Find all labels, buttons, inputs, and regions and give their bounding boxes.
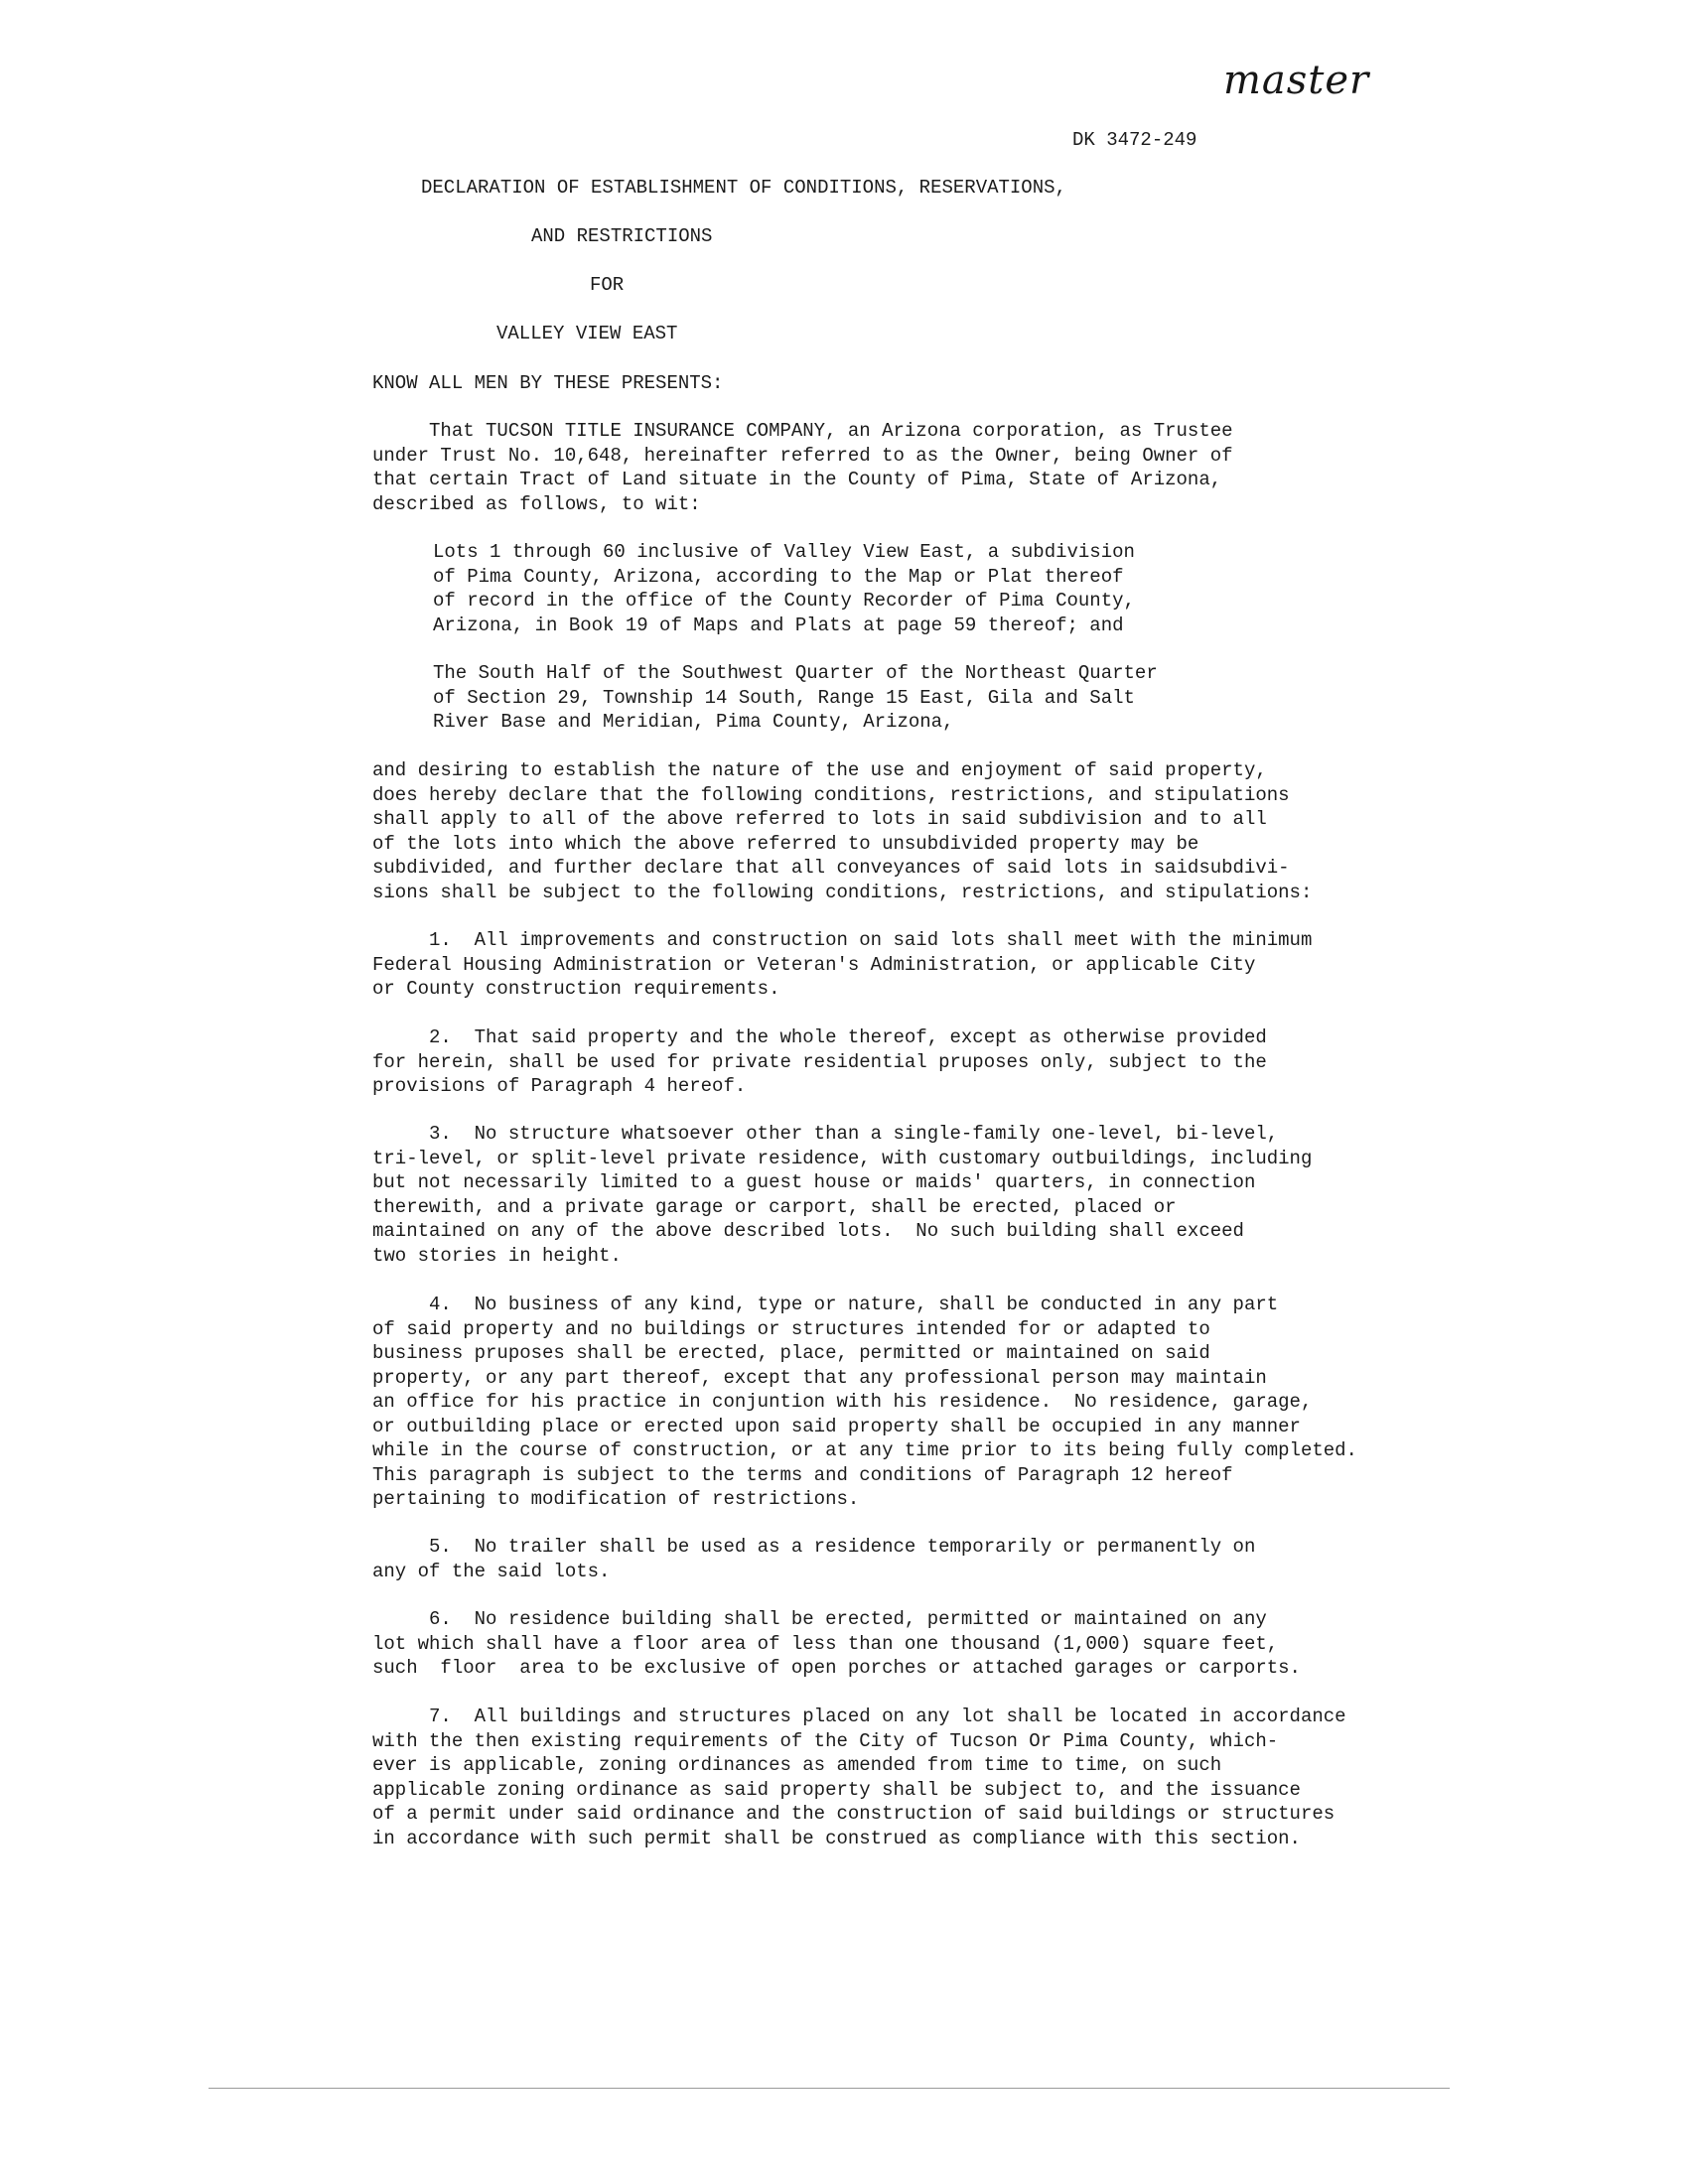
scan-artifact-line (209, 2088, 1450, 2089)
document-title-line-4: VALLEY VIEW EAST (496, 323, 678, 344)
paragraph-3: 3. No structure whatsoever other than a single-family one-level, bi-level, tri-level, or split-level private residence, with customary outbuildings, including but not necessarily limited to a guest house or maids' quarters, in connection therewith, and a private garage or carport, shall be erected, placed or maintained on any of the above described lots. No such building shall exceed two stories in height. (372, 1123, 1313, 1267)
intro-paragraph: That TUCSON TITLE INSURANCE COMPANY, an Arizona corporation, as Trustee under Trust No. 10,648, hereinafter referred to as the Owner, being Owner of that certain Tract of Land situate in the County of Pima, State of Arizona, described as follows, to wit: (372, 420, 1233, 515)
paragraph-4: 4. No business of any kind, type or nature, shall be conducted in any part of said property and no buildings or structures intended for or adapted to business pruposes shall be erected, place, permitted or maintained on said property, or any part thereof, except that any professional person may maintain an office for his practice in conjuntion with his residence. No residence, garage, or outbuilding place or erected upon said property shall be occupied in any manner while in the course of construction, or at any time prior to its being fully completed. This paragraph is subject to the terms and conditions of Paragraph 12 hereof pertaining to modification of restrictions. (372, 1294, 1357, 1510)
paragraph-5: 5. No trailer shall be used as a residence temporarily or permanently on any of the said lots. (372, 1536, 1256, 1582)
docket-number: DK 3472-249 (1072, 129, 1197, 151)
declaration-paragraph: and desiring to establish the nature of the use and enjoyment of said property, does hereby declare that the following conditions, restrictions, and stipulations shall apply to all of the above referred to lots in said subdivision and to all of the lots into which the above referred to unsubdivided property may be subdivided, and further declare that all conveyances of said lots in saidsubdivi- sions shall be subject to the following conditions, restrictions, and stipulations: (372, 759, 1313, 903)
paragraph-7: 7. All buildings and structures placed on any lot shall be located in accordance with the then existing requirements of the City of Tucson Or Pima County, which- ever is applicable, zoning ordinances as amended from time to time, on such applicable zoning ordinance as said property shall be subject to, and the issuance of a permit under said ordinance and the construction of said buildings or structures in accordance with such permit shall be construed as compliance with this section. (372, 1706, 1346, 1849)
paragraph-1: 1. All improvements and construction on said lots shall meet with the minimum Federal Housing Administration or Veteran's Administration, or applicable City or County construction requirements. (372, 929, 1313, 1000)
handwritten-annotation: master (1223, 58, 1370, 103)
paragraph-6: 6. No residence building shall be erected, permitted or maintained on any lot which shall have a floor area of less than one thousand (1,000) square feet, such floor area to be exclusive of open porches or attached garages or carports. (372, 1608, 1301, 1679)
paragraph-2: 2. That said property and the whole thereof, except as otherwise provided for herein, shall be used for private residential pruposes only, subject to the provisions of Paragraph 4 hereof. (372, 1026, 1267, 1097)
document-title-line-3: FOR (590, 274, 625, 296)
legal-description-section: The South Half of the Southwest Quarter of the Northeast Quarter of Section 29, Township 14 South, Range 15 East, Gila and Salt River Base and Meridian, Pima County, Arizona, (433, 662, 1158, 733)
legal-description-lots: Lots 1 through 60 inclusive of Valley View East, a subdivision of Pima County, Arizona, according to the Map or Plat thereof of record in the office of the County Recorder of Pima County, Arizona, in Book 19 of Maps and Plats at page 59 thereof; and (433, 541, 1135, 636)
greeting: KNOW ALL MEN BY THESE PRESENTS: (372, 372, 724, 394)
document-title-line-2: AND RESTRICTIONS (531, 225, 713, 247)
document-title-line-1: DECLARATION OF ESTABLISHMENT OF CONDITIONS, RESERVATIONS, (421, 177, 1066, 199)
